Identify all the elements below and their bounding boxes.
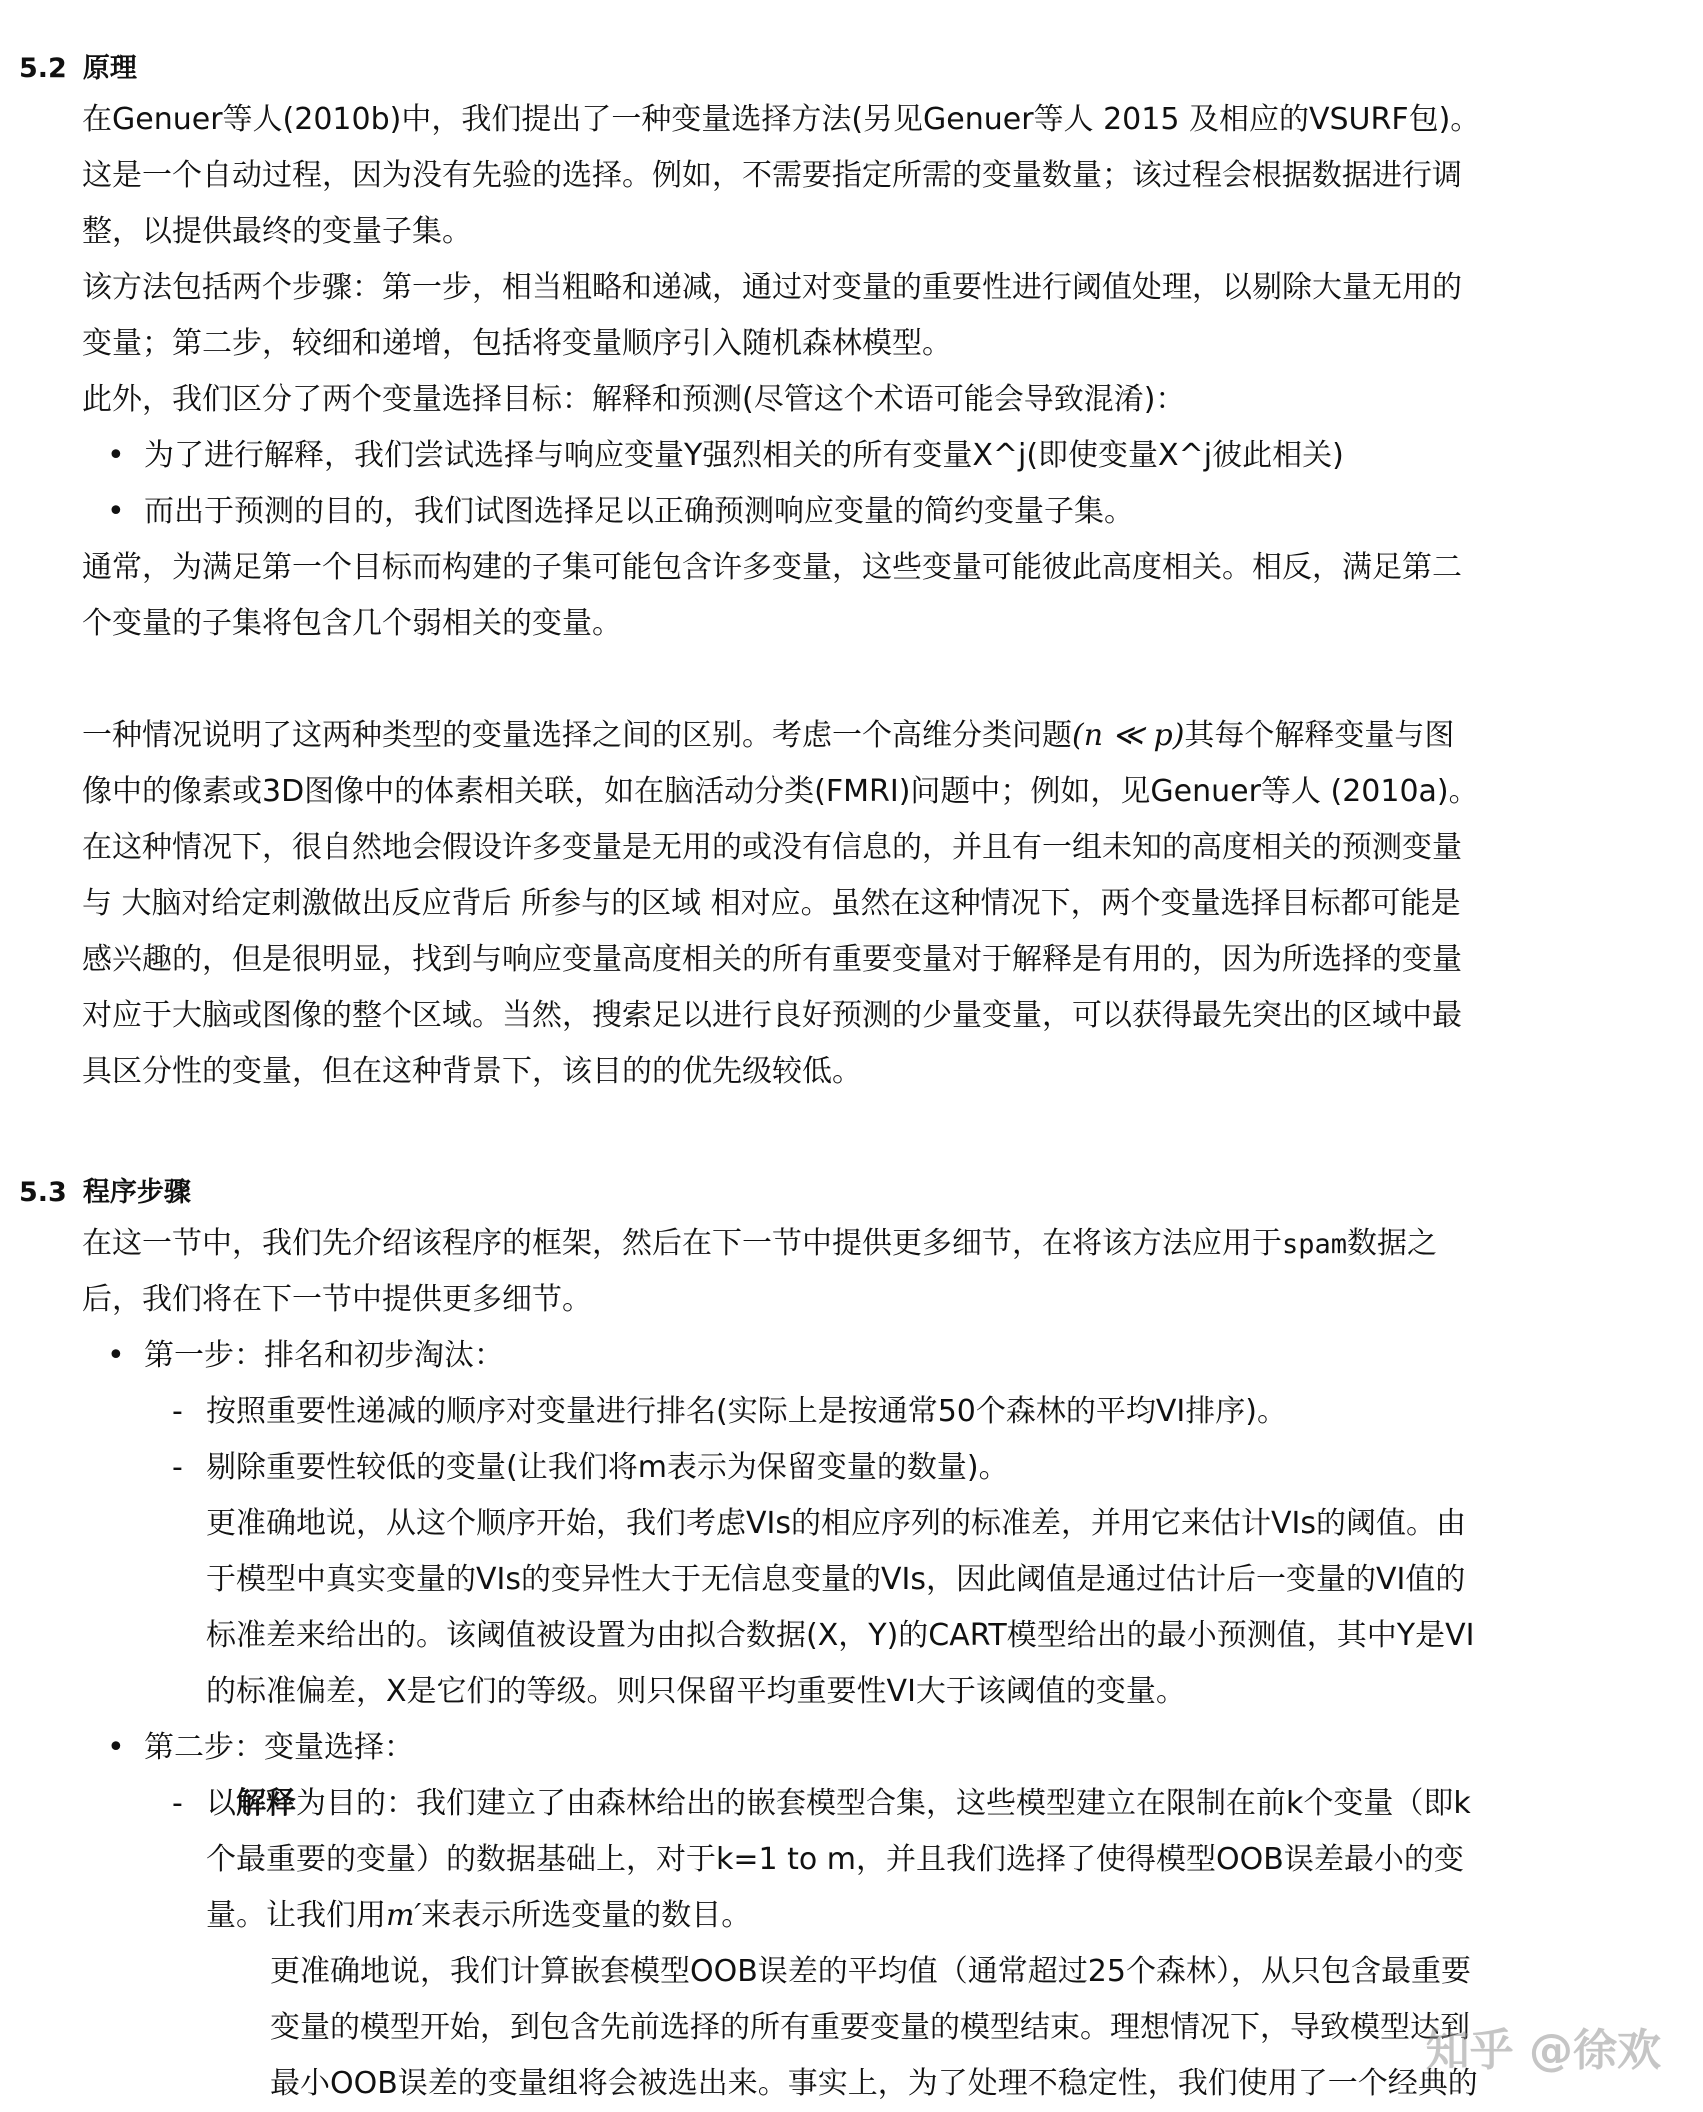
detail-line: 变量的模型开始，到包含先前选择的所有重要变量的模型结束。理想情况下，导致模型达到	[270, 2010, 1470, 2045]
paragraph-line: 感兴趣的，但是很明显，找到与响应变量高度相关的所有重要变量对于解释是有用的，因为所选择的变量	[82, 942, 1462, 977]
bullet-dot: •	[107, 1730, 125, 1765]
paragraph-line: 这是一个自动过程，因为没有先验的选择。例如，不需要指定所需的变量数量；该过程会根据数据进行调	[82, 158, 1462, 193]
detail-line: 更准确地说，从这个顺序开始，我们考虑VIs的相应序列的标准差，并用它来估计VIs的阈值。由	[206, 1506, 1466, 1541]
paragraph-line: 整，以提供最终的变量子集。	[82, 214, 472, 249]
paragraph-line: 在这种情况下，很自然地会假设许多变量是无用的或没有信息的，并且有一组未知的高度相关的预测变量	[82, 830, 1462, 865]
bullet-dot: •	[107, 494, 125, 529]
bold-span: 解释	[236, 1786, 296, 1821]
detail-line: 的标准偏差，X是它们的等级。则只保留平均重要性VI大于该阈值的变量。	[206, 1674, 1186, 1709]
text-span: 以	[206, 1786, 236, 1821]
text-span: 在这一节中，我们先介绍该程序的框架，然后在下一节中提供更多细节，在将该方法应用于	[82, 1226, 1282, 1261]
paragraph-line: 与 大脑对给定刺激做出反应背后 所参与的区域 相对应。虽然在这种情况下，两个变量选择目标都可能是	[82, 886, 1461, 921]
text-span: 来表示所选变量的数目。	[421, 1898, 752, 1933]
section-number: 5.2	[19, 53, 67, 84]
paragraph-line: 此外，我们区分了两个变量选择目标：解释和预测(尽管这个术语可能会导致混淆)：	[82, 382, 1186, 417]
dash-marker: -	[172, 1394, 183, 1429]
paragraph-line: 通常，为满足第一个目标而构建的子集可能包含许多变量，这些变量可能彼此高度相关。相反，满足第二	[82, 550, 1462, 585]
sub-item-text	[206, 1888, 751, 1944]
dash-marker: -	[172, 1450, 183, 1485]
bullet-text: 而出于预测的目的，我们试图选择足以正确预测响应变量的简约变量子集。	[144, 494, 1134, 529]
paragraph-line: 对应于大脑或图像的整个区域。当然，搜索足以进行良好预测的少量变量，可以获得最先突出的区域中最	[82, 998, 1462, 1033]
bullet-dot: •	[107, 1338, 125, 1373]
sub-item-text: 个最重要的变量）的数据基础上，对于k=1 to m，并且我们选择了使得模型OOB误差最小的变	[206, 1842, 1464, 1877]
text-span: 量。让我们用	[206, 1898, 386, 1933]
text-span: 一种情况说明了这两种类型的变量选择之间的区别。考虑一个高维分类问题	[82, 718, 1072, 753]
paragraph-line: 在Genuer等人(2010b)中，我们提出了一种变量选择方法(另见Genuer等人 2015 及相应的VSURF包)。	[82, 102, 1481, 137]
section-number: 5.3	[19, 1177, 67, 1208]
watermark: 知乎 @徐欢	[1425, 2025, 1661, 2076]
section-heading-5-3	[19, 1170, 191, 1209]
paragraph-line	[82, 708, 1454, 764]
bullet-text: 第一步：排名和初步淘汰：	[144, 1338, 504, 1373]
paragraph-line: 个变量的子集将包含几个弱相关的变量。	[82, 606, 622, 641]
math-expression: m′	[386, 1898, 422, 1933]
text-span: 其每个解释变量与图	[1184, 718, 1455, 753]
paragraph-line: 具区分性的变量，但在这种背景下，该目的的优先级较低。	[82, 1054, 862, 1089]
detail-line: 最小OOB误差的变量组将会被选出来。事实上，为了处理不稳定性，我们使用了一个经典的	[270, 2066, 1478, 2101]
sub-item-text: 按照重要性递减的顺序对变量进行排名(实际上是按通常50个森林的平均VI排序)。	[206, 1394, 1287, 1429]
bullet-text: 第二步：变量选择：	[144, 1730, 414, 1765]
detail-line: 于模型中真实变量的VIs的变异性大于无信息变量的VIs，因此阈值是通过估计后一变量的VI值的	[206, 1562, 1466, 1597]
math-expression: (n ≪ p)	[1072, 718, 1185, 753]
section-title: 程序步骤	[82, 1177, 191, 1208]
paragraph-line: 像中的像素或3D图像中的体素相关联，如在脑活动分类(FMRI)问题中；例如，见Genuer等人 (2010a)。	[82, 774, 1479, 809]
paragraph-line: 后，我们将在下一节中提供更多细节。	[82, 1282, 592, 1317]
sub-item-text: 剔除重要性较低的变量(让我们将m表示为保留变量的数量)。	[206, 1450, 1009, 1485]
section-heading-5-2	[19, 46, 137, 85]
bullet-dot: •	[107, 438, 125, 473]
dash-marker: -	[172, 1786, 183, 1821]
section-title: 原理	[82, 53, 137, 84]
paragraph-line	[82, 1216, 1437, 1273]
text-span: 为目的：我们建立了由森林给出的嵌套模型合集，这些模型建立在限制在前k个变量（即k	[296, 1786, 1471, 1821]
code-span: spam	[1282, 1229, 1348, 1260]
paragraph-line: 变量；第二步，较细和递增，包括将变量顺序引入随机森林模型。	[82, 326, 952, 361]
bullet-text: 为了进行解释，我们尝试选择与响应变量Y强烈相关的所有变量X^j(即使变量X^j彼此相关)	[144, 438, 1344, 473]
sub-item-text	[206, 1776, 1471, 1832]
text-span: 数据之	[1347, 1226, 1438, 1261]
detail-line: 更准确地说，我们计算嵌套模型OOB误差的平均值（通常超过25个森林），从只包含最重要	[270, 1954, 1471, 1989]
detail-line: 标准差来给出的。该阈值被设置为由拟合数据(X，Y)的CART模型给出的最小预测值，其中Y是VI	[206, 1618, 1475, 1653]
paragraph-line: 该方法包括两个步骤：第一步，相当粗略和递减，通过对变量的重要性进行阈值处理，以剔除大量无用的	[82, 270, 1462, 305]
